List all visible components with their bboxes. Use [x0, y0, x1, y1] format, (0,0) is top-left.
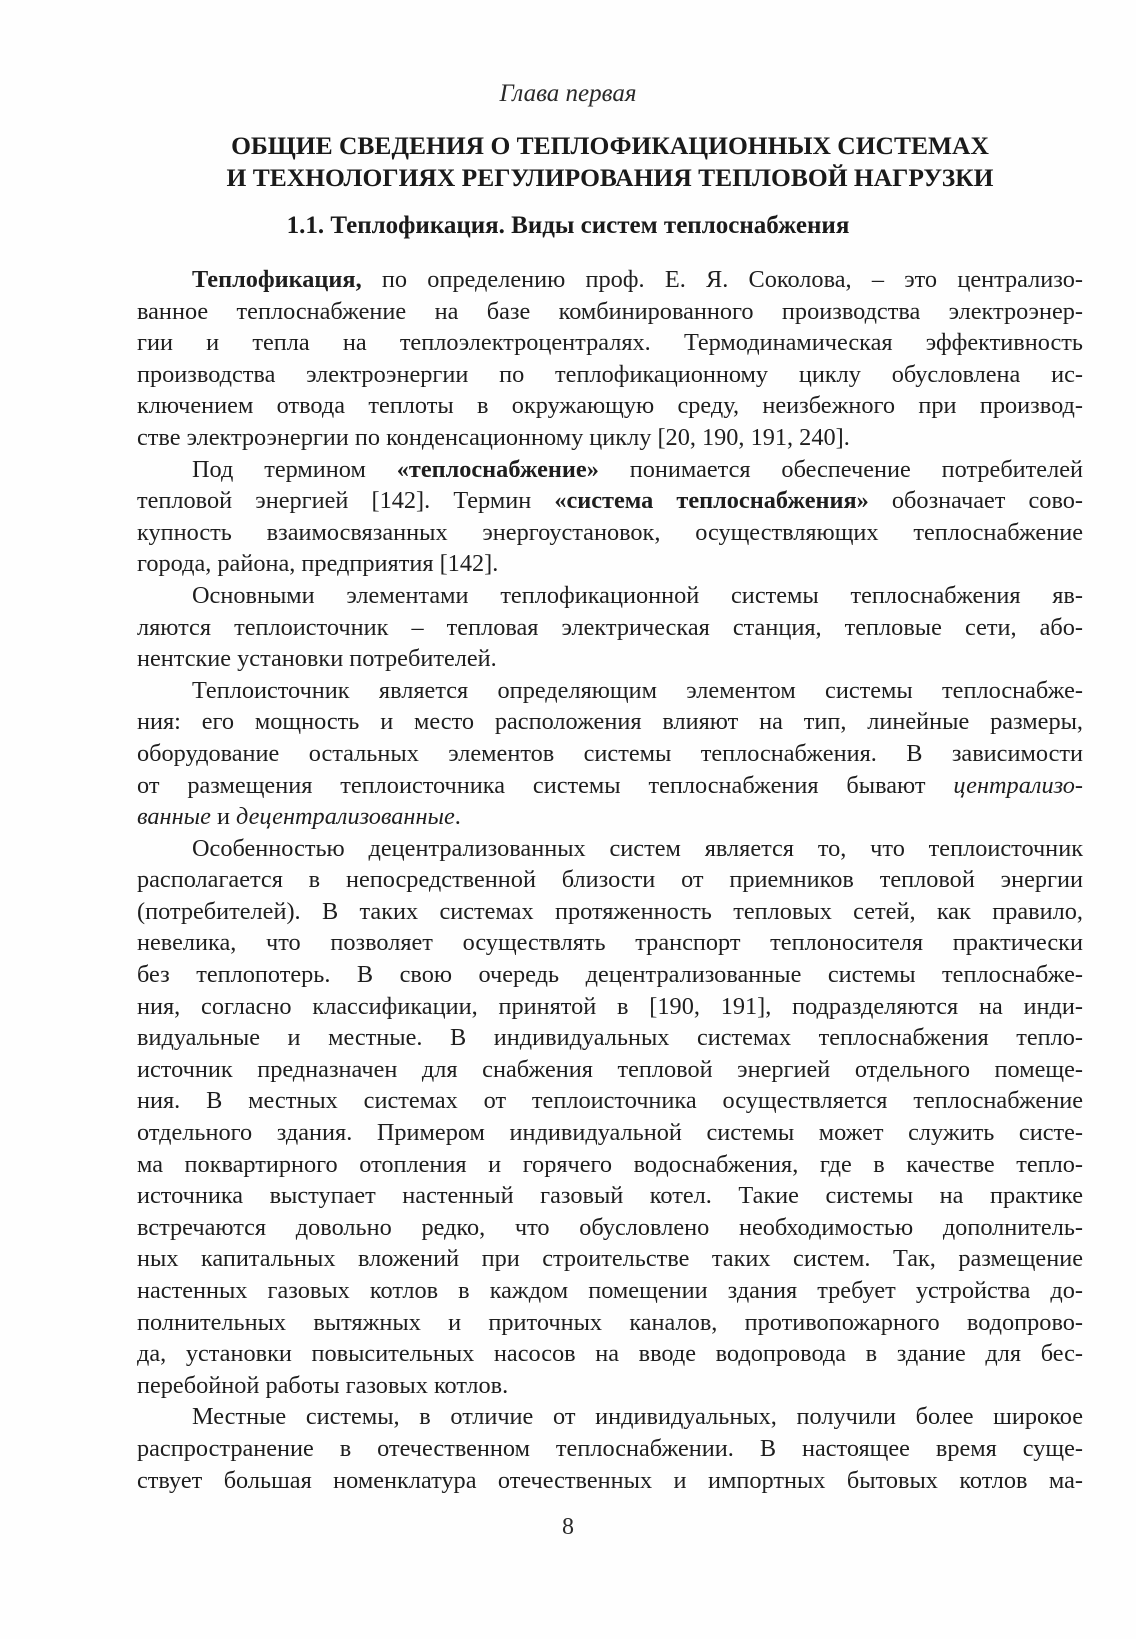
paragraph-teplosnabzhenie [137, 454, 1083, 580]
text-line: ствует большая номенклатура отечественных и импортных бытовых котлов ма- [137, 1466, 1083, 1494]
text-line: без теплопотерь. В свою очередь децентрализованные системы теплоснабже- [137, 961, 1083, 989]
text-line [137, 801, 1083, 833]
chapter-title [140, 130, 1080, 194]
section-title: 1.1. Теплофикация. Виды систем теплоснабжения [286, 212, 850, 239]
text-line: ляются теплоисточник – тепловая электрическая станция, тепловые сети, або- [137, 613, 1083, 641]
text-line: нентские установки потребителей. [137, 645, 497, 673]
text-line: оборудование остальных элементов системы теплоснабжения. В зависимости [137, 739, 1083, 767]
paragraph-teplofikatsiya [137, 264, 1083, 454]
text-line: ных капитальных вложений при строительстве таких систем. Так, размещение [137, 1245, 1083, 1273]
body-text [137, 264, 1083, 1496]
text-run: от размещения теплоисточника системы теплоснабжения бывают [137, 771, 954, 799]
text-line: города, района, предприятия [142]. [137, 550, 499, 578]
text-run: тепловой энергией [142]. Термин [137, 487, 555, 515]
text-line: располагается в непосредственной близости от приемников тепловой энергии [137, 866, 1083, 894]
text-line [137, 454, 1083, 486]
text-line: купность взаимосвязанных энергоустановок, осуществляющих теплоснабжение [137, 518, 1083, 546]
chapter-label: Глава первая [499, 80, 637, 107]
term-bold: «теплоснабжение» [396, 455, 599, 483]
text-line: Особенностью децентрализованных систем является то, что теплоисточник [192, 834, 1083, 862]
text-line: невелика, что позволяет осуществлять транспорт теплоносителя практически [137, 929, 1083, 957]
text-line [137, 770, 1083, 802]
text-line: ния, согласно классификации, принятой в [190, 191], подразделяются на инди- [137, 992, 1083, 1020]
text-line: источника выступает настенный газовый котел. Такие системы на практике [137, 1182, 1083, 1210]
text-line: да, установки повысительных насосов на вводе водопровода в здание для бес- [137, 1340, 1083, 1368]
chapter-title-line: ОБЩИЕ СВЕДЕНИЯ О ТЕПЛОФИКАЦИОННЫХ СИСТЕМАХ [231, 131, 989, 160]
paragraph-local-systems [137, 1401, 1083, 1496]
text-line: перебойной работы газовых котлов. [137, 1371, 509, 1399]
term-bold: «система теплоснабжения» [554, 487, 869, 515]
paragraph-decentralized [137, 833, 1083, 1402]
text-run: по определению проф. Е. Я. Соколова, – это централизо- [361, 266, 1083, 293]
text-line: ния. В местных системах от теплоисточника осуществляется теплоснабжение [137, 1087, 1083, 1115]
text-run: . [454, 803, 461, 831]
text-line: отдельного здания. Примером индивидуальной системы может служить систе- [137, 1119, 1083, 1147]
text-line [137, 485, 1083, 517]
paragraph-elements [137, 580, 1083, 675]
paragraph-teploistochnik [137, 675, 1083, 833]
text-line: гии и тепла на теплоэлектроцентралях. Термодинамическая эффективность [137, 329, 1083, 357]
page-number: 8 [562, 1514, 574, 1540]
text-line: (потребителей). В таких системах протяженность тепловых сетей, как правило, [137, 897, 1083, 925]
text-run: обозначает сово- [868, 487, 1083, 515]
text-line: Теплоисточник является определяющим элементом системы теплоснабже- [192, 676, 1083, 704]
text-line: встречаются довольно редко, что обусловлено необходимостью дополнитель- [137, 1213, 1083, 1241]
text-line: ванное теплоснабжение на базе комбинированного производства электроэнер- [137, 297, 1083, 325]
term-bold: Теплофикация, [192, 266, 362, 293]
text-line [137, 264, 1083, 296]
text-line: стве электроэнергии по конденсационному циклу [20, 190, 191, 240]. [137, 423, 850, 451]
text-line: полнительных вытяжных и приточных каналов, противопожарного водопрово- [137, 1308, 1083, 1336]
text-line: ния: его мощность и место расположения влияют на тип, линейные размеры, [137, 708, 1083, 736]
text-line: источник предназначен для снабжения тепловой энергией отдельного помеще- [137, 1055, 1083, 1083]
text-line: ключением отвода теплоты в окружающую среду, неизбежного при производ- [137, 392, 1083, 420]
chapter-title-line: И ТЕХНОЛОГИЯХ РЕГУЛИРОВАНИЯ ТЕПЛОВОЙ НАГРУЗКИ [226, 163, 994, 192]
text-line: ма поквартирного отопления и горячего водоснабжения, где в качестве тепло- [137, 1150, 1083, 1178]
text-line: Основными элементами теплофикационной системы теплоснабжения яв- [192, 581, 1083, 609]
text-line: распространение в отечественном теплоснабжении. В настоящее время суще- [137, 1434, 1083, 1462]
term-italic: ванные [137, 803, 211, 831]
text-line: Местные системы, в отличие от индивидуальных, получили более широкое [192, 1403, 1083, 1431]
text-run: Под термином [192, 455, 397, 483]
term-italic: централизо- [953, 771, 1083, 799]
text-run: и [210, 803, 237, 831]
text-run: понимается обеспечение потребителей [598, 455, 1083, 483]
term-italic: децентрализованные [236, 803, 455, 831]
text-line: производства электроэнергии по теплофикационному циклу обусловлена ис- [137, 360, 1083, 388]
text-line: видуальные и местные. В индивидуальных системах теплоснабжения тепло- [137, 1024, 1083, 1052]
text-line: настенных газовых котлов в каждом помещении здания требует устройства до- [137, 1277, 1083, 1304]
